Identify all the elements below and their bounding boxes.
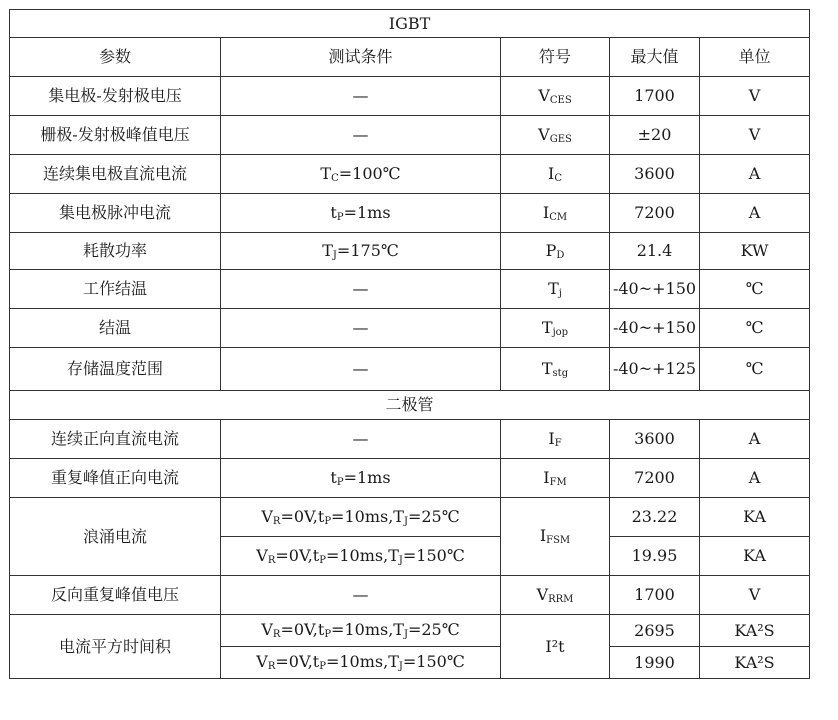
symbol-cell: $I_C$ <box>501 155 610 194</box>
param-cell: 浪涌电流 <box>10 498 221 576</box>
cond-cell: — <box>221 77 501 116</box>
unit-cell: ℃ <box>700 270 810 309</box>
table-row <box>10 116 810 155</box>
param-cell: 工作结温 <box>10 270 221 309</box>
max-cell: -40~+125 <box>610 348 700 391</box>
symbol-cell: $T_{stg}$ <box>501 348 610 391</box>
symbol-cell: $I_{FM}$ <box>501 459 610 498</box>
max-cell: -40~+150 <box>610 270 700 309</box>
table-row <box>10 155 810 194</box>
unit-cell: A <box>700 155 810 194</box>
table-row <box>10 576 810 615</box>
table-row <box>10 348 810 391</box>
param-cell: 集电极-发射极电压 <box>10 77 221 116</box>
header-symbol: 符号 <box>501 38 610 77</box>
symbol-cell: I²t <box>501 615 610 679</box>
table-row <box>10 498 810 537</box>
max-cell: 3600 <box>610 420 700 459</box>
header-cond: 测试条件 <box>221 38 501 77</box>
table-row <box>10 420 810 459</box>
max-cell: -40~+150 <box>610 309 700 348</box>
section-title-diode: 二极管 <box>10 391 810 420</box>
table-row <box>10 77 810 116</box>
symbol-cell: $I_{CM}$ <box>501 194 610 233</box>
symbol-cell: $I_{FSM}$ <box>501 498 610 576</box>
unit-cell: KW <box>700 233 810 270</box>
param-cell: 栅极-发射极峰值电压 <box>10 116 221 155</box>
unit-cell: A <box>700 194 810 233</box>
cond-cell: — <box>221 116 501 155</box>
symbol-cell: $T_j$ <box>501 270 610 309</box>
table-row <box>10 233 810 270</box>
unit-cell: V <box>700 576 810 615</box>
unit-cell: ℃ <box>700 309 810 348</box>
max-cell: 1700 <box>610 576 700 615</box>
symbol-cell: $T_{jop}$ <box>501 309 610 348</box>
max-cell: 23.22 <box>610 498 700 537</box>
cond-cell: $V_R=0V,t_P=10ms,T_J=150℃$ <box>221 537 501 576</box>
header-param: 参数 <box>10 38 221 77</box>
cond-cell: $V_R=0V,t_P=10ms,T_J=25℃$ <box>221 498 501 537</box>
max-cell: 2695 <box>610 615 700 647</box>
table-row <box>10 309 810 348</box>
max-cell: 1700 <box>610 77 700 116</box>
table-row <box>10 459 810 498</box>
cond-cell: $T_J=175℃$ <box>221 233 501 270</box>
param-cell: 结温 <box>10 309 221 348</box>
unit-cell: KA²S <box>700 615 810 647</box>
symbol-cell: $V_{RRM}$ <box>501 576 610 615</box>
symbol-cell: $I_F$ <box>501 420 610 459</box>
cond-cell: $V_R=0V,t_P=10ms,T_J=25℃$ <box>221 615 501 647</box>
header-max: 最大值 <box>610 38 700 77</box>
symbol-cell: $V_{CES}$ <box>501 77 610 116</box>
table-row <box>10 194 810 233</box>
max-cell: 7200 <box>610 459 700 498</box>
max-cell: 21.4 <box>610 233 700 270</box>
param-cell: 集电极脉冲电流 <box>10 194 221 233</box>
max-cell: 7200 <box>610 194 700 233</box>
ratings-table <box>9 9 810 679</box>
symbol-cell: $P_D$ <box>501 233 610 270</box>
max-cell: 3600 <box>610 155 700 194</box>
cond-cell: — <box>221 576 501 615</box>
unit-cell: KA <box>700 498 810 537</box>
cond-cell: — <box>221 270 501 309</box>
header-row <box>10 38 810 77</box>
cond-cell: $t_P=1ms$ <box>221 459 501 498</box>
cond-cell: $T_C=100℃$ <box>221 155 501 194</box>
table-row <box>10 270 810 309</box>
unit-cell: ℃ <box>700 348 810 391</box>
unit-cell: V <box>700 116 810 155</box>
param-cell: 连续集电极直流电流 <box>10 155 221 194</box>
unit-cell: A <box>700 420 810 459</box>
unit-cell: A <box>700 459 810 498</box>
section-title-igbt: IGBT <box>10 10 810 38</box>
cond-cell: — <box>221 309 501 348</box>
unit-cell: KA <box>700 537 810 576</box>
param-cell: 电流平方时间积 <box>10 615 221 679</box>
param-cell: 反向重复峰值电压 <box>10 576 221 615</box>
param-cell: 耗散功率 <box>10 233 221 270</box>
header-unit: 单位 <box>700 38 810 77</box>
symbol-cell: $V_{GES}$ <box>501 116 610 155</box>
param-cell: 连续正向直流电流 <box>10 420 221 459</box>
cond-cell: $V_R=0V,t_P=10ms,T_J=150℃$ <box>221 647 501 679</box>
cond-cell: — <box>221 420 501 459</box>
max-cell: 19.95 <box>610 537 700 576</box>
max-cell: 1990 <box>610 647 700 679</box>
param-cell: 重复峰值正向电流 <box>10 459 221 498</box>
table-row <box>10 615 810 647</box>
cond-cell: — <box>221 348 501 391</box>
cond-cell: $t_P=1ms$ <box>221 194 501 233</box>
max-cell: ±20 <box>610 116 700 155</box>
param-cell: 存储温度范围 <box>10 348 221 391</box>
unit-cell: V <box>700 77 810 116</box>
unit-cell: KA²S <box>700 647 810 679</box>
